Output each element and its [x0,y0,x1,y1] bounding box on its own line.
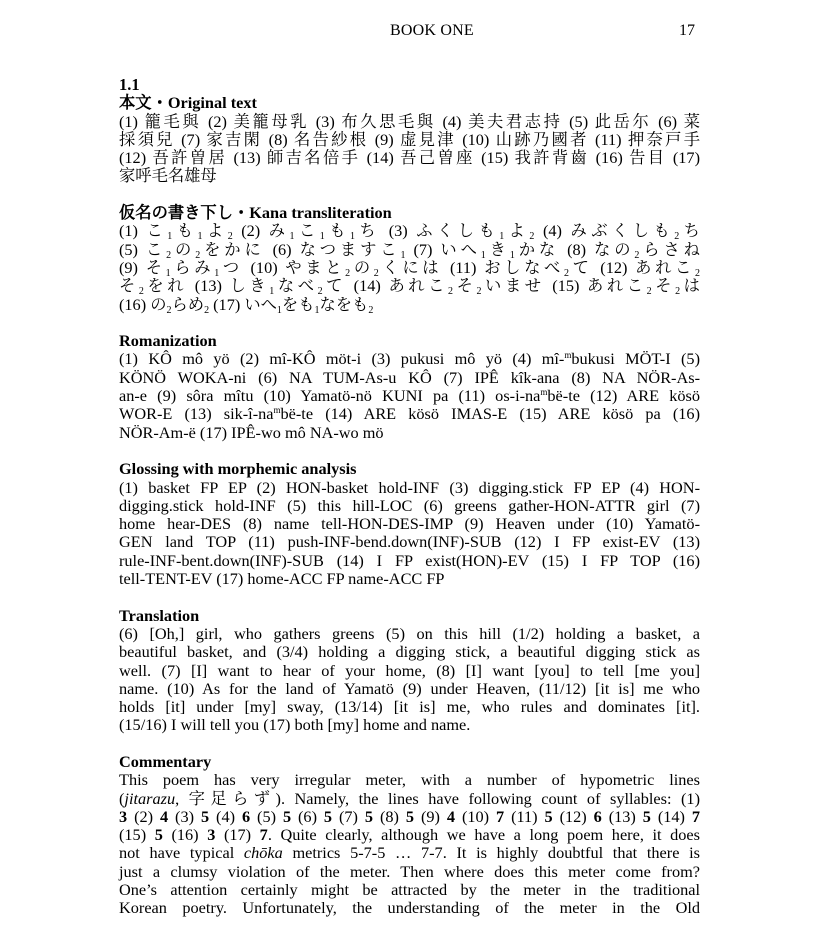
translation-section [119,607,700,735]
kana-body [119,221,700,316]
glossing-line: home hear-DES (8) name tell-HON-DES-IMP (9) Heaven under (10) Yamatö- [119,514,700,534]
kana-subscript-index: 1 [167,231,173,243]
original-text-section [119,94,700,185]
syllable-count: 7 [691,806,701,826]
translation-body [119,625,700,735]
kana-subscript-index: 2 [694,267,700,279]
kana-subscript-index: 2 [345,267,351,279]
syllable-count: 3 [207,825,216,845]
romanization-line: (1) KÔ mô yö (2) mî-KÔ möt-i (3) pukusi mô yö (4) mî-$^m$bukusi MÖT-I (5) [119,349,700,369]
kana-subscript-index: 1 [269,286,275,298]
glossing-body [119,479,700,589]
kana-subscript-index: 2 [166,249,172,261]
syllable-count: 5 [200,806,210,826]
translation-line: holds [it] under [my] sway, (13/14) [it is] me, who rules and dominates [it]. [119,697,700,717]
prenasal-superscript: m [273,405,281,416]
syllable-count: 5 [642,806,651,826]
syllable-count-line: 3 (2) 4 (3) 5 (4) 6 (5) 5 (6) 5 (7) 5 (8) 5 (9) 4 (10) 7 (11) 5 (12) 6 (13) 5 (14) 7 [119,806,701,826]
kana-subscript-index: 1 [509,249,515,261]
glossing-section [119,460,700,588]
kana-subscript-index: 2 [634,249,640,261]
kana-subscript-index: 1 [214,267,220,279]
syllable-count: 5 [364,806,374,826]
original-text-heading: 本文・Original text [119,93,257,113]
glossing-line: rule-INF-bent.down(INF)-SUB (14) I FP exist(HON)-EV (15) I FP TOP (16) [119,550,700,570]
kana-subscript-index: 2 [166,304,172,316]
original-text-line: 家呼毛名雄母 [119,166,217,186]
commentary-body [119,771,700,917]
original-text-line: (12) 吾許曽居 (13) 師吉名倍手 (14) 吾己曽座 (15) 我許背齒 (16) 告目 (17) [119,148,700,168]
kana-heading: 仮名の書き下し・Kana transliteration [119,203,392,223]
kana-subscript-index: 2 [195,249,201,261]
translation-line: (6) [Oh,] girl, who gathers greens (5) on this hill (1/2) holding a basket, a [119,623,700,643]
syllable-count: 7 [496,806,505,826]
syllable-count: 4 [159,806,169,826]
kana-subscript-index: 2 [563,267,569,279]
original-text-body [119,113,700,186]
translation-line: well. (7) [I] want to hear of your home, (8) [I] want [you] to tell [me you] [119,660,700,680]
commentary-line: not have typical chōka metrics 5-7-5 … 7-7. It is highly doubtful that there is [119,843,700,863]
kana-subscript-index: 2 [529,231,535,243]
kana-subscript-index: 2 [138,286,144,298]
original-text-line: (1) 籠毛與 (2) 美籠母乳 (3) 布久思毛與 (4) 美夫君志持 (5) 此岳尓 (6) 菜 [119,111,700,131]
romanization-line: WOR-E (13) sik-$î-na^mbë-te$ (14) ARE kösö IMAS-E (15) ARE kösö pa (16) [119,404,700,424]
romanization-section [119,332,700,442]
prenasal-superscript: m [564,350,572,361]
section-number: 1.1 [119,75,140,94]
kana-subscript-index: 2 [476,286,482,298]
commentary-section [119,753,700,918]
kana-subscript-index: 1 [480,249,486,261]
original-text-line: 採須兒 (7) 家吉閑 (8) 名告紗根 (9) 虚見津 (10) 山跡乃國者 (11) 押奈戸手 [119,129,700,149]
syllable-count-line: (15) 5 (16) 3 (17) 7. Quite clearly, although we have a long poem here, it does [119,825,700,845]
kana-subscript-index: 1 [276,304,282,316]
jitarazu-term: jitarazu [124,788,176,808]
prenasal-superscript: m [540,387,548,398]
syllable-count: 5 [544,806,553,826]
page-content [119,76,700,936]
glossing-heading: Glossing with morphemic analysis [119,459,357,479]
kana-section [119,204,700,314]
kana-subscript-index: 2 [317,286,323,298]
kana-subscript-index: 1 [499,231,505,243]
glossing-line: (1) basket FP EP (2) HON-basket hold-INF (3) digging.stick FP EP (4) HON- [119,477,700,497]
glossing-line: GEN land TOP (11) push-INF-bend.down(INF)-SUB (12) I FP exist-EV (13) [119,532,700,552]
syllable-count: 5 [323,806,333,826]
commentary-line: Korean poetry. Unfortunately, the understanding of the meter in the Old [119,898,700,918]
commentary-line: just a clumsy violation of the meter. Then where does this meter come from? [119,861,700,881]
romanization-body [119,350,700,441]
kana-subscript-index: 2 [373,267,379,279]
syllable-count: 6 [241,806,251,826]
romanization-line: NÖR-Am-ë (17) IPÊ-wo mô NA-wo mö [119,422,384,442]
kana-subscript-index: 2 [368,304,374,316]
book-title: BOOK ONE [390,22,474,39]
kana-subscript-index: 1 [400,249,406,261]
syllable-count: 7 [259,825,268,845]
commentary-line: (jitarazu, 字足らず). Namely, the lines have following count of syllables: (1) [119,788,700,808]
romanization-line: KÖNÖ WOKA-ni (6) NA TUM-As-u KÔ (7) IPÊ kîk-ana (8) NA NÖR-As- [119,367,700,387]
kana-subscript-index: 1 [314,304,320,316]
kana-line: そ$_2$をれ (13) しき$_1$なべ$_2$て (14) あれこ$_2$そ$_2$いませ (15) あれこ$_2$そ$_2$は [119,276,700,298]
commentary-line: This poem has very irregular meter, with a number of hypometric lines [119,770,700,790]
romanization-line: an-e (9) sôra mîtu (10) Yamatö-nö KUNI pa (11) $os-i-na^mbë-te$ (12) ARE kösö [119,386,700,406]
kana-subscript-index: 1 [349,231,355,243]
syllable-count: 5 [405,806,415,826]
kana-line: (9) そ$_1$らみ$_1$つ (10) やまと$_2$の$_2$くには (11) おしなべ$_2$て (12) あれこ$_2$ [119,257,700,279]
translation-line: (15/16) I will tell you (17) both [my] home and name. [119,715,471,735]
kana-subscript-index: 2 [448,286,454,298]
kana-subscript-index: 2 [227,231,233,243]
kana-subscript-index: 1 [319,231,325,243]
translation-line: name. (10) As for the land of Yamatö (9) under Heaven, (11/12) [it is] me who [119,678,700,698]
syllable-count: 4 [446,806,456,826]
translation-line: beautiful basket, and (3/4) holding a digging stick, a beautiful digging stick as [119,642,700,662]
kana-subscript-index: 1 [165,267,171,279]
kana-subscript-index: 2 [675,286,681,298]
syllable-count: 6 [593,806,602,826]
kana-subscript-index: 1 [289,231,295,243]
kana-subscript-index: 1 [197,231,203,243]
glossing-line: digging.stick hold-INF (5) this hill-LOC (6) greens gather-HON-ATTR girl (7) [119,495,700,515]
kana-subscript-index: 2 [204,304,210,316]
kana-line: (16) の$_2$らめ$_2$ (17) いへ$_1$をも$_1$なをも$_2$ [119,294,374,316]
choka-term: chōka [243,843,283,863]
syllable-count: 5 [154,825,163,845]
running-head [0,22,822,44]
kana-line: (1) こ$_1$も$_1$よ$_2$ (2) み$_1$こ$_1$も$_1$ち (3) ふくしも$_1$よ$_2$ (4) みぶくしも$_2$ち [119,221,700,243]
kana-line: (5) こ$_2$の$_2$をかに (6) なつますこ$_1$ (7) いへ$_1$き$_1$かな (8) なの$_2$らさね [119,239,700,261]
commentary-line: One’s attention certainly might be attracted by the meter in the traditional [119,880,700,900]
glossing-line: tell-TENT-EV (17) home-ACC FP name-ACC FP [119,569,445,589]
kana-subscript-index: 2 [646,286,652,298]
page-number: 17 [679,22,695,39]
syllable-count: 3 [119,806,128,826]
syllable-count: 5 [282,806,292,826]
kana-subscript-index: 2 [674,231,680,243]
commentary-heading: Commentary [119,751,212,771]
romanization-heading: Romanization [119,331,217,351]
translation-heading: Translation [119,605,200,625]
